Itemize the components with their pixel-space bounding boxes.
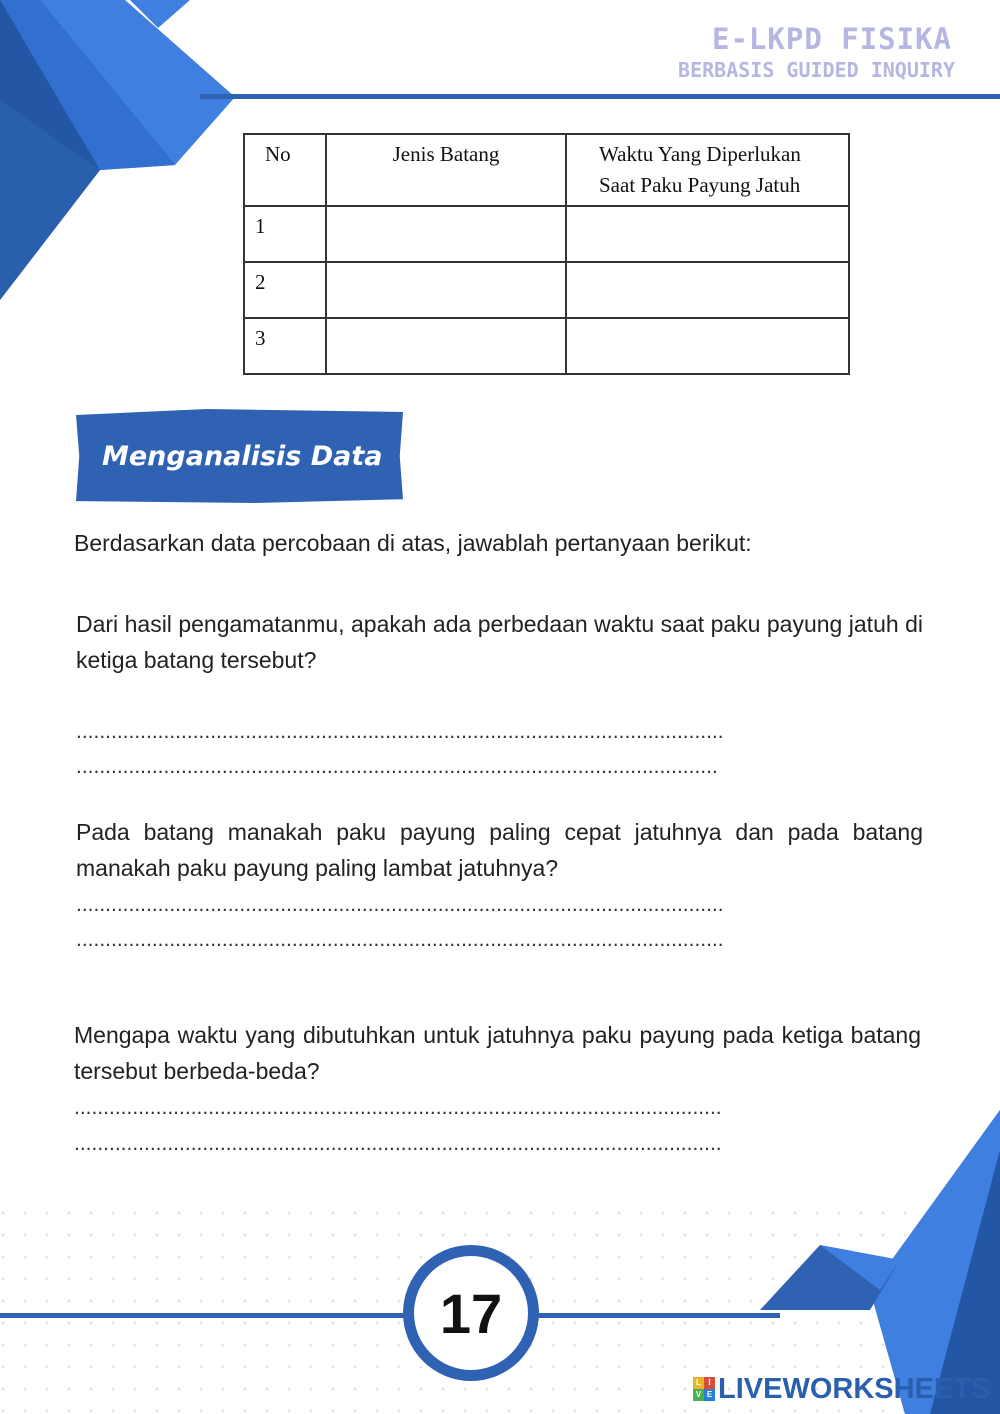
intro-text: Berdasarkan data percobaan di atas, jawablah pertanyaan berikut:	[74, 530, 752, 556]
logo-letter-v: V	[693, 1389, 704, 1401]
header-subtitle: BERBASIS GUIDED INQUIRY	[678, 58, 955, 82]
column-header-waktu: Waktu Yang Diperlukan Saat Paku Payung Jatuh	[566, 134, 849, 206]
header-title: E-LKPD FISIKA	[712, 22, 952, 56]
table-cell-jenis-batang[interactable]	[326, 206, 566, 262]
logo-letter-l: L	[693, 1377, 704, 1389]
liveworksheets-text: LIVEWORKSHEETS	[718, 1372, 991, 1405]
logo-letter-e: E	[704, 1389, 715, 1401]
table-cell-no: 1	[244, 206, 326, 262]
table-cell-no: 2	[244, 262, 326, 318]
table-row	[244, 262, 849, 318]
question-3-answer-line-2[interactable]: ...............................................................................................................	[74, 1132, 722, 1155]
table-header-row	[244, 134, 849, 206]
question-2-answer-line-2[interactable]: ...............................................................................................................	[76, 928, 724, 951]
logo-letter-i: I	[704, 1377, 715, 1389]
section-title: Menganalisis Data	[102, 441, 383, 472]
table-cell-waktu[interactable]	[566, 318, 849, 374]
column-header-jenis-batang: Jenis Batang	[326, 134, 566, 206]
footer-line	[0, 1313, 780, 1318]
question-3-text: Mengapa waktu yang dibutuhkan untuk jatuhnya paku payung pada ketiga batang tersebut berbeda-beda?	[74, 1022, 921, 1084]
table-cell-waktu[interactable]	[566, 262, 849, 318]
header-line	[200, 94, 1000, 99]
question-3-answer-line-1[interactable]: ...............................................................................................................	[74, 1096, 722, 1119]
question-1-text: Dari hasil pengamatanmu, apakah ada perbedaan waktu saat paku payung jatuh di ketiga batang tersebut?	[76, 611, 923, 673]
table-cell-waktu[interactable]	[566, 206, 849, 262]
column-header-no: No	[244, 134, 326, 206]
table-row	[244, 206, 849, 262]
liveworksheets-logo-icon	[693, 1377, 715, 1401]
table-cell-jenis-batang[interactable]	[326, 262, 566, 318]
question-2-answer-line-1[interactable]: ...............................................................................................................	[76, 893, 724, 916]
observation-table	[243, 133, 850, 375]
question-2-text: Pada batang manakah paku payung paling cepat jatuhnya dan pada batang manakah paku payung paling lambat jatuhnya?	[76, 819, 923, 881]
page-number: 17	[414, 1256, 528, 1370]
question-1-answer-line-1[interactable]: ...............................................................................................................	[76, 720, 724, 743]
table-cell-jenis-batang[interactable]	[326, 318, 566, 374]
table-cell-no: 3	[244, 318, 326, 374]
liveworksheets-brand[interactable]	[693, 1373, 990, 1405]
table-row	[244, 318, 849, 374]
question-1-answer-line-2[interactable]: ..............................................................................................................	[76, 755, 718, 778]
